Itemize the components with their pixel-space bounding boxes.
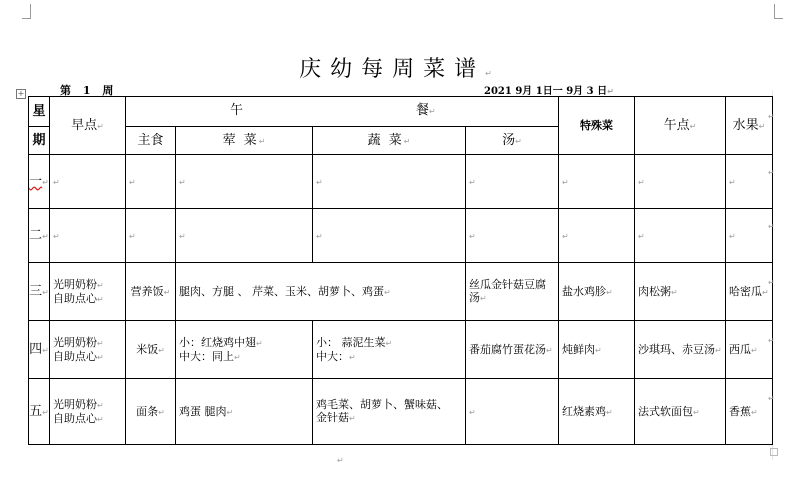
meat-cell[interactable]: ↵ <box>176 209 313 263</box>
afternoon-cell[interactable]: 沙琪玛、赤豆汤↵ <box>635 321 726 379</box>
row-end-mark: ↵ <box>768 394 775 403</box>
special-cell[interactable]: 红烧素鸡↵ <box>559 379 635 445</box>
meat-veg-merged-cell[interactable]: 腿肉、方腿 、 芹菜、玉米、胡萝卜、鸡蛋↵ <box>176 263 466 321</box>
soup-cell[interactable]: ↵ <box>466 155 559 209</box>
staple-cell[interactable]: ↵ <box>126 155 176 209</box>
meat-header: 荤 菜↵ <box>176 127 313 155</box>
special-cell[interactable]: ↵ <box>559 209 635 263</box>
fruit-cell[interactable]: ↵ <box>726 155 773 209</box>
row-end-mark: ↵ <box>768 336 775 345</box>
row-end-mark: ↵ <box>768 112 775 121</box>
breakfast-cell[interactable]: 光明奶粉↵ 自助点心↵ <box>50 379 126 445</box>
lunch-header-right: 餐↵ <box>416 102 436 118</box>
document-title: 庆幼每周菜谱↵ <box>299 57 501 82</box>
table-row-thursday <box>29 321 773 379</box>
soup-header: 汤↵ <box>466 127 559 155</box>
crop-mark-top-left <box>22 4 31 19</box>
soup-cell[interactable]: 番茄腐竹蛋花汤↵ <box>466 321 559 379</box>
meat-cell[interactable]: ↵ <box>176 155 313 209</box>
soup-cell[interactable]: ↵ <box>466 209 559 263</box>
soup-cell[interactable]: 丝瓜金针菇豆腐 汤↵ <box>466 263 559 321</box>
weekday-cell: 四↵ <box>29 321 50 379</box>
lunch-header <box>126 97 559 127</box>
paragraph-mark: ↵ <box>337 456 344 465</box>
row-end-mark: ↵ <box>768 168 775 177</box>
soup-cell[interactable]: ↵ <box>466 379 559 445</box>
veg-cell[interactable]: ↵ <box>313 209 466 263</box>
weekday-header-top: 星 <box>29 97 50 127</box>
date-range: 2021 9月 1日一 9月 3 日↵ <box>484 86 614 97</box>
afternoon-cell[interactable]: 法式软面包↵ <box>635 379 726 445</box>
staple-header: 主食 <box>126 127 176 155</box>
fruit-cell[interactable]: 香蕉↵ <box>726 379 773 445</box>
table-resize-handle-icon[interactable] <box>770 448 778 456</box>
row-end-mark: ↵ <box>768 278 775 287</box>
breakfast-cell[interactable]: 光明奶粉↵ 自助点心↵ <box>50 321 126 379</box>
table-row-friday <box>29 379 773 445</box>
lunch-header-left: 午 <box>230 102 244 118</box>
fruit-cell[interactable]: ↵ <box>726 209 773 263</box>
header-row-1 <box>29 97 773 127</box>
veg-cell[interactable]: ↵ <box>313 155 466 209</box>
fruit-cell[interactable]: 西瓜↵ <box>726 321 773 379</box>
breakfast-cell[interactable]: 光明奶粉↵ 自助点心↵ <box>50 263 126 321</box>
menu-table <box>28 96 773 445</box>
table-row-wednesday <box>29 263 773 321</box>
special-cell[interactable]: ↵ <box>559 155 635 209</box>
breakfast-cell[interactable]: ↵ <box>50 155 126 209</box>
special-cell[interactable]: 炖鲜肉↵ <box>559 321 635 379</box>
breakfast-cell[interactable]: ↵ <box>50 209 126 263</box>
weekday-cell: 一↵ <box>29 155 50 209</box>
afternoon-cell[interactable]: ↵ <box>635 155 726 209</box>
special-cell[interactable]: 盐水鸡胗↵ <box>559 263 635 321</box>
weekday-cell: 二↵ <box>29 209 50 263</box>
special-header: 特殊菜 <box>559 97 635 155</box>
weekday-header-bottom: 期 <box>29 127 50 155</box>
meat-cell[interactable]: 小：红烧鸡中翅↵ 中大：同上↵ <box>176 321 313 379</box>
staple-cell[interactable]: 面条↵ <box>126 379 176 445</box>
table-move-handle-icon[interactable]: + <box>17 89 25 98</box>
staple-cell[interactable]: ↵ <box>126 209 176 263</box>
row-end-mark: ↵ <box>768 222 775 231</box>
fruit-header: 水果↵ <box>726 97 773 155</box>
table-row-tuesday <box>29 209 773 263</box>
afternoon-header: 午点↵ <box>635 97 726 155</box>
crop-mark-top-right <box>774 4 783 19</box>
weekday-cell: 五↵ <box>29 379 50 445</box>
table-row-monday <box>29 155 773 209</box>
afternoon-cell[interactable]: 肉松粥↵ <box>635 263 726 321</box>
weekday-cell: 三↵ <box>29 263 50 321</box>
week-label: 第 1 周 <box>60 84 114 97</box>
breakfast-header: 早点↵ <box>50 97 126 155</box>
veg-header: 蔬 菜↵ <box>313 127 466 155</box>
veg-cell[interactable]: 小： 蒜泥生菜↵ 中大：↵ <box>313 321 466 379</box>
staple-cell[interactable]: 米饭↵ <box>126 321 176 379</box>
afternoon-cell[interactable]: ↵ <box>635 209 726 263</box>
meat-cell[interactable]: 鸡蛋 腿肉↵ <box>176 379 313 445</box>
fruit-cell[interactable]: 哈密瓜↵ <box>726 263 773 321</box>
staple-cell[interactable]: 营养饭↵ <box>126 263 176 321</box>
veg-cell[interactable]: 鸡毛菜、胡萝卜、蟹味菇、 金针菇↵ <box>313 379 466 445</box>
